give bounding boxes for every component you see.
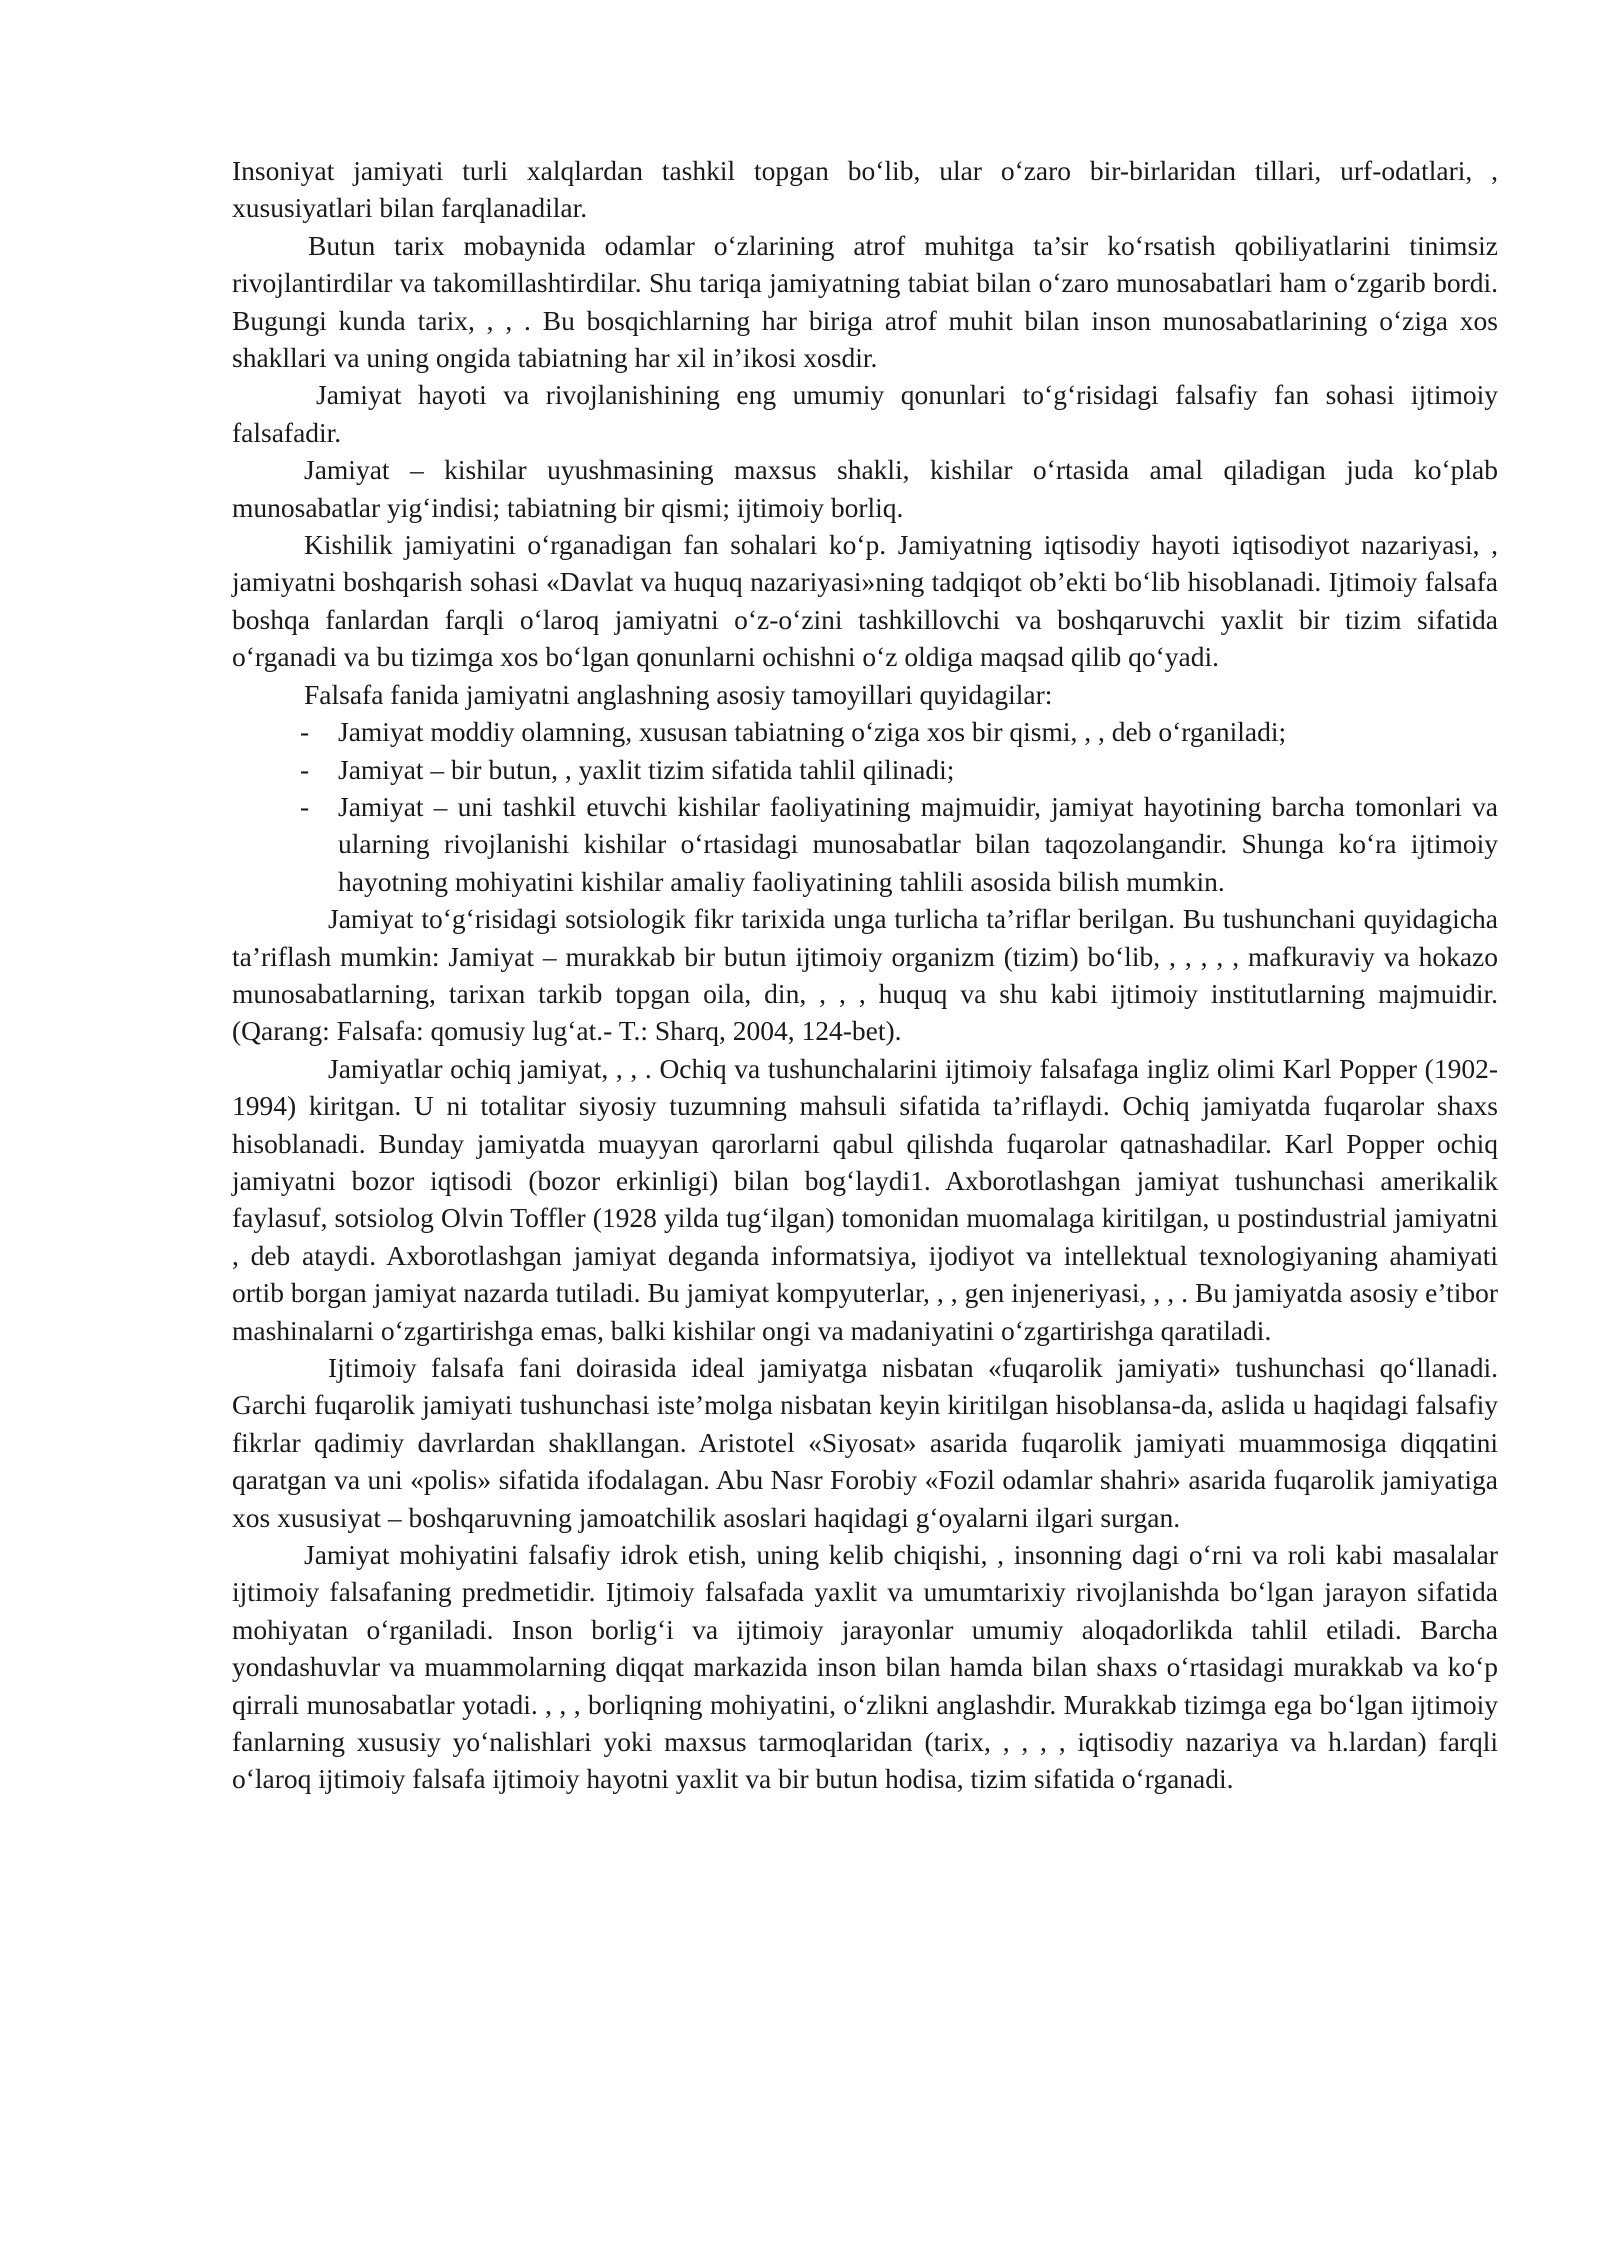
paragraph-essence: Jamiyat mohiyatini falsafiy idrok etish, uning kelib chiqishi, , insonning dagi o‘rni va roli kabi masalalar ijtimoiy falsafaning predmetidir. Ijtimoiy falsafada yaxlit va umumtarixiy rivojlanishda bo‘lgan jarayon sifatida mohiyatan o‘rganiladi. Inson borlig‘i va ijtimoiy jarayonlar umumiy aloqadorlikda tahlil etiladi. Barcha yondashuvlar va muammolarning diqqat markazida inson bilan hamda bilan shaxs o‘rtasidagi murakkab va ko‘p qirrali munosabatlar yotadi. , , , borliqning mohiyatini, o‘zlikni anglashdir. Murakkab tizimga ega bo‘lgan ijtimoiy fanlarning xususiy yo‘nalishlari yoki maxsus tarmoqlaridan (tarix, , , , , iqtisodiy nazariya va h.lardan) farqli o‘laroq ijtimoiy falsafa ijtimoiy hayotni yaxlit va bir butun hodisa, tizim sifatida o‘rganadi. (232, 1539, 1498, 1795)
principles-list (232, 713, 1498, 900)
list-item-text: Jamiyat moddiy olamning, xususan tabiatning o‘ziga xos bir qismi, , , deb o‘rganiladi; (338, 716, 1287, 748)
list-item (232, 751, 1498, 788)
bullet-dash: - (300, 716, 310, 748)
paragraph-sciences: Kishilik jamiyatini o‘rganadigan fan sohalari ko‘p. Jamiyatning iqtisodiy hayoti iqtisodiyot nazariyasi, , jamiyatni boshqarish sohasi «Davlat va huquq nazariyasi»ning tadqiqot ob’ekti bo‘lib hisoblanadi. Ijtimoiy falsafa boshqa fanlardan farqli o‘laroq jamiyatni o‘z-o‘zini tashkillovchi va boshqaruvchi yaxlit bir tizim sifatida o‘rganadi va bu tizimga xos bo‘lgan qonunlarni ochishni o‘z oldiga maqsad qilib qo‘yadi. (232, 529, 1498, 673)
list-item-text: Jamiyat – bir butun, , yaxlit tizim sifatida tahlil qilinadi; (338, 753, 955, 785)
list-item (232, 788, 1498, 900)
paragraph-intro: Insoniyat jamiyati turli xalqlardan tashkil topgan bo‘lib, ular o‘zaro bir-birlaridan tillari, urf-odatlari, , xususiyatlari bilan farqlanadilar. (232, 155, 1498, 224)
list-item (232, 713, 1498, 750)
paragraph-civil-society: Ijtimoiy falsafa fani doirasida ideal jamiyatga nisbatan «fuqarolik jamiyati» tushunchasi qo‘llanadi. Garchi fuqarolik jamiyati tushunchasi iste’molga nisbatan keyin kiritilgan hisoblansa-da, aslida u haqidagi falsafiy fikrlar qadimiy davrlardan shakllangan. Aristotel «Siyosat» asarida fuqarolik jamiyati muammosiga diqqatini qaratgan va uni «polis» sifatida ifodalagan. Abu Nasr Forobiy «Fozil odamlar shahri» asarida fuqarolik jamiyatiga xos xususiyat – boshqaruvning jamoatchilik asoslari haqidagi g‘oyalarni ilgari surgan. (232, 1352, 1498, 1533)
paragraph-principles-intro: Falsafa fanida jamiyatni anglashning asosiy tamoyillari quyidagilar: (304, 678, 1053, 710)
list-item-text: Jamiyat – uni tashkil etuvchi kishilar faoliyatining majmuidir, jamiyat hayotining barcha tomonlari va ularning rivojlanishi kishilar o‘rtasidagi munosabatlar bilan taqozolangandir. Shunga ko‘ra ijtimoiy hayotning mohiyatini kishilar amaliy faoliyatining tahlili asosida bilish mumkin. (338, 790, 1498, 897)
paragraph-history: Butun tarix mobaynida odamlar o‘zlarining atrof muhitga ta’sir ko‘rsatish qobiliyatlarini tinimsiz rivojlantirdilar va takomillashtirdilar. Shu tariqa jamiyatning tabiat bilan o‘zaro munosabatlari ham o‘zgarib bordi. Bugungi kunda tarix, , , . Bu bosqichlarning har biriga atrof muhit bilan inson munosabatlarining o‘ziga xos shakllari va uning ongida tabiatning har xil in’ikosi xosdir. (232, 229, 1498, 374)
bullet-dash: - (300, 753, 310, 785)
paragraph-open-society: Jamiyatlar ochiq jamiyat, , , . Ochiq va tushunchalarini ijtimoiy falsafaga ingliz olimi Karl Popper (1902-1994) kiritgan. U ni totalitar siyosiy tuzumning mahsuli sifatida ta’riflaydi. Ochiq jamiyatda fuqarolar shaxs hisoblanadi. Bunday jamiyatda muayyan qarorlarni qabul qilishda fuqarolar qatnashadilar. Karl Popper ochiq jamiyatni bozor iqtisodi (bozor erkinligi) bilan bog‘laydi1. Axborotlashgan jamiyat tushunchasi amerikalik faylasuf, sotsiolog Olvin Toffler (1928 yilda tug‘ilgan) tomonidan muomalaga kiritilgan, u postindustrial jamiyatni , deb ataydi. Axborotlashgan jamiyat deganda informatsiya, ijodiyot va intellektual texnologiyaning ahamiyati ortib borgan jamiyat nazarda tutiladi. Bu jamiyat kompyuterlar, , , gen injeneriyasi, , , . Bu jamiyatda asosiy e’tibor mashinalarni o‘zgartirishga emas, balki kishilar ongi va madaniyatini o‘zgartirishga qaratiladi. (232, 1052, 1498, 1346)
bullet-dash: - (300, 790, 310, 822)
paragraph-sociological-view: Jamiyat to‘g‘risidagi sotsiologik fikr tarixida unga turlicha ta’riflar berilgan. Bu tushunchani quyidagicha ta’riflash mumkin: Jamiyat – murakkab bir butun ijtimoiy organizm (tizim) bo‘lib, , , , , , mafkuraviy va hokazo munosabatlarning, tarixan tarkib topgan oila, din, , , , huquq va shu kabi ijtimoiy institutlarning majmuidir.(Qarang: Falsafa: qomusiy lug‘at.- T.: Sharq, 2004, 124-bet). (232, 903, 1498, 1047)
document-page (232, 152, 1498, 1798)
paragraph-society-definition: Jamiyat – kishilar uyushmasining maxsus shakli, kishilar o‘rtasida amal qiladigan juda ko‘plab munosabatlar yig‘indisi; tabiatning bir qismi; ijtimoiy borliq. (232, 454, 1498, 523)
paragraph-social-philosophy: Jamiyat hayoti va rivojlanishining eng umumiy qonunlari to‘g‘risidagi falsafiy fan sohasi ijtimoiy falsafadir. (232, 379, 1498, 448)
